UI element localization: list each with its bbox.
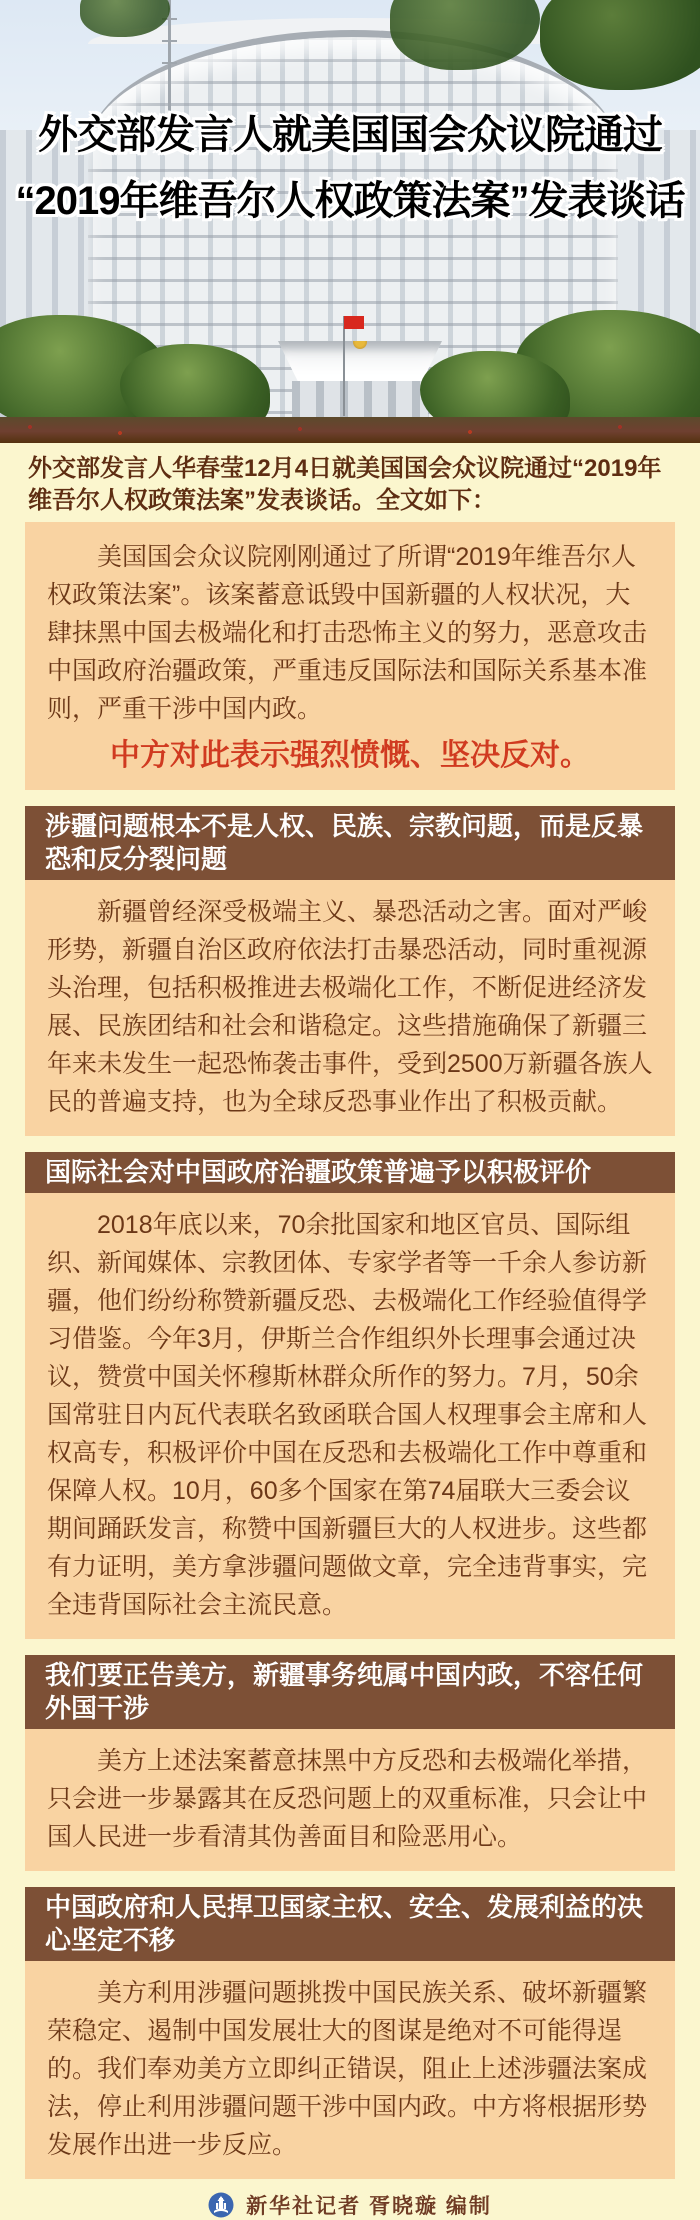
xinhua-news-agency-logo-icon: [208, 2192, 234, 2218]
footer: [0, 2190, 700, 2220]
flower-hedge: [0, 417, 700, 443]
china-flag: [344, 316, 364, 329]
section-body-text: 美方上述法案蓄意抹黑中方反恐和去极端化举措，只会进一步暴露其在反恐问题上的双重标准，只会让中国人民进一步看清其伪善面目和险恶用心。: [47, 1747, 648, 1851]
section-body-box: [25, 880, 675, 1136]
headline-line2: “2019年维吾尔人权政策法案”发表谈话: [15, 179, 685, 223]
statement-emphasis: 中方对此表示强烈愤慨、坚决反对。: [110, 739, 590, 772]
footer-credit: 新华社记者 胥晓璇 编制: [246, 2195, 492, 2218]
section-sovereignty: [25, 1887, 675, 2179]
treetop-right: [540, 0, 700, 90]
section-body-box: [25, 1961, 675, 2179]
section-heading: 我们要正告美方，新疆事务纯属中国内政，不容任何外国干涉: [25, 1655, 675, 1729]
section-international-praise: [25, 1152, 675, 1639]
section-heading: 中国政府和人民捍卫国家主权、安全、发展利益的决心坚定不移: [25, 1887, 675, 1961]
statement-box: [25, 522, 675, 790]
section-body-text: 2018年底以来，70余批国家和地区官员、国际组织、新闻媒体、宗教团体、专家学者等一千余人参访新疆，他们纷纷称赞新疆反恐、去极端化工作经验值得学习借鉴。今年3月，伊斯兰合作组织外长理事会通过决议，赞赏中国关怀穆斯林群众所作的努力。7月，50余国常驻日内瓦代表联名致函联合国人权理事会主席和人权高专，积极评价中国在反恐和去极端化工作中尊重和保障人权。10月，60多个国家在第74届联大三委会议期间踊跃发言，称赞中国新疆巨大的人权进步。这些都有力证明，美方拿涉疆问题做文章，完全违背事实，完全违背国际社会主流民意。: [47, 1211, 648, 1619]
section-heading: 国际社会对中国政府治疆政策普遍予以积极评价: [25, 1152, 675, 1193]
section-terrorism: [25, 806, 675, 1136]
section-body-box: [25, 1729, 675, 1871]
section-heading: 涉疆问题根本不是人权、民族、宗教问题，而是反暴恐和反分裂问题: [25, 806, 675, 880]
section-body-box: [25, 1193, 675, 1639]
statement-body: 美国国会众议院刚刚通过了所谓“2019年维吾尔人权政策法案”。该案蓄意诋毁中国新疆的人权状况，大肆抹黑中国去极端化和打击恐怖主义的努力，恶意攻击中国政府治疆政策，严重违反国际法和国际关系基本准则，严重干涉中国内政。: [47, 543, 648, 723]
section-warning-us: [25, 1655, 675, 1871]
entrance-doors: [292, 381, 428, 419]
section-body-text: 美方利用涉疆问题挑拨中国民族关系、破坏新疆繁荣稳定、遏制中国发展壮大的图谋是绝对不可能得逞的。我们奉劝美方立即纠正错误，阻止上述涉疆法案成法，停止利用涉疆问题干涉中国内政。中方将根据形势发展作出进一步反应。: [47, 1979, 648, 2159]
headline-line1: 外交部发言人就美国国会众议院通过: [38, 113, 662, 157]
intro-paragraph: 外交部发言人华春莹12月4日就美国国会众议院通过“2019年维吾尔人权政策法案”发表谈话。全文如下：: [28, 455, 662, 514]
entrance-canopy: [278, 341, 442, 381]
section-body-text: 新疆曾经深受极端主义、暴恐活动之害。面对严峻形势，新疆自治区政府依法打击暴恐活动，同时重视源头治理，包括积极推进去极端化工作，不断促进经济发展、民族团结和社会和谐稳定。这些措施确保了新疆三年来未发生一起恐怖袭击事件，受到2500万新疆各族人民的普遍支持，也为全球反恐事业作出了积极贡献。: [47, 898, 653, 1116]
mofa-building-photo: [0, 0, 700, 443]
flagpole: [343, 316, 345, 416]
